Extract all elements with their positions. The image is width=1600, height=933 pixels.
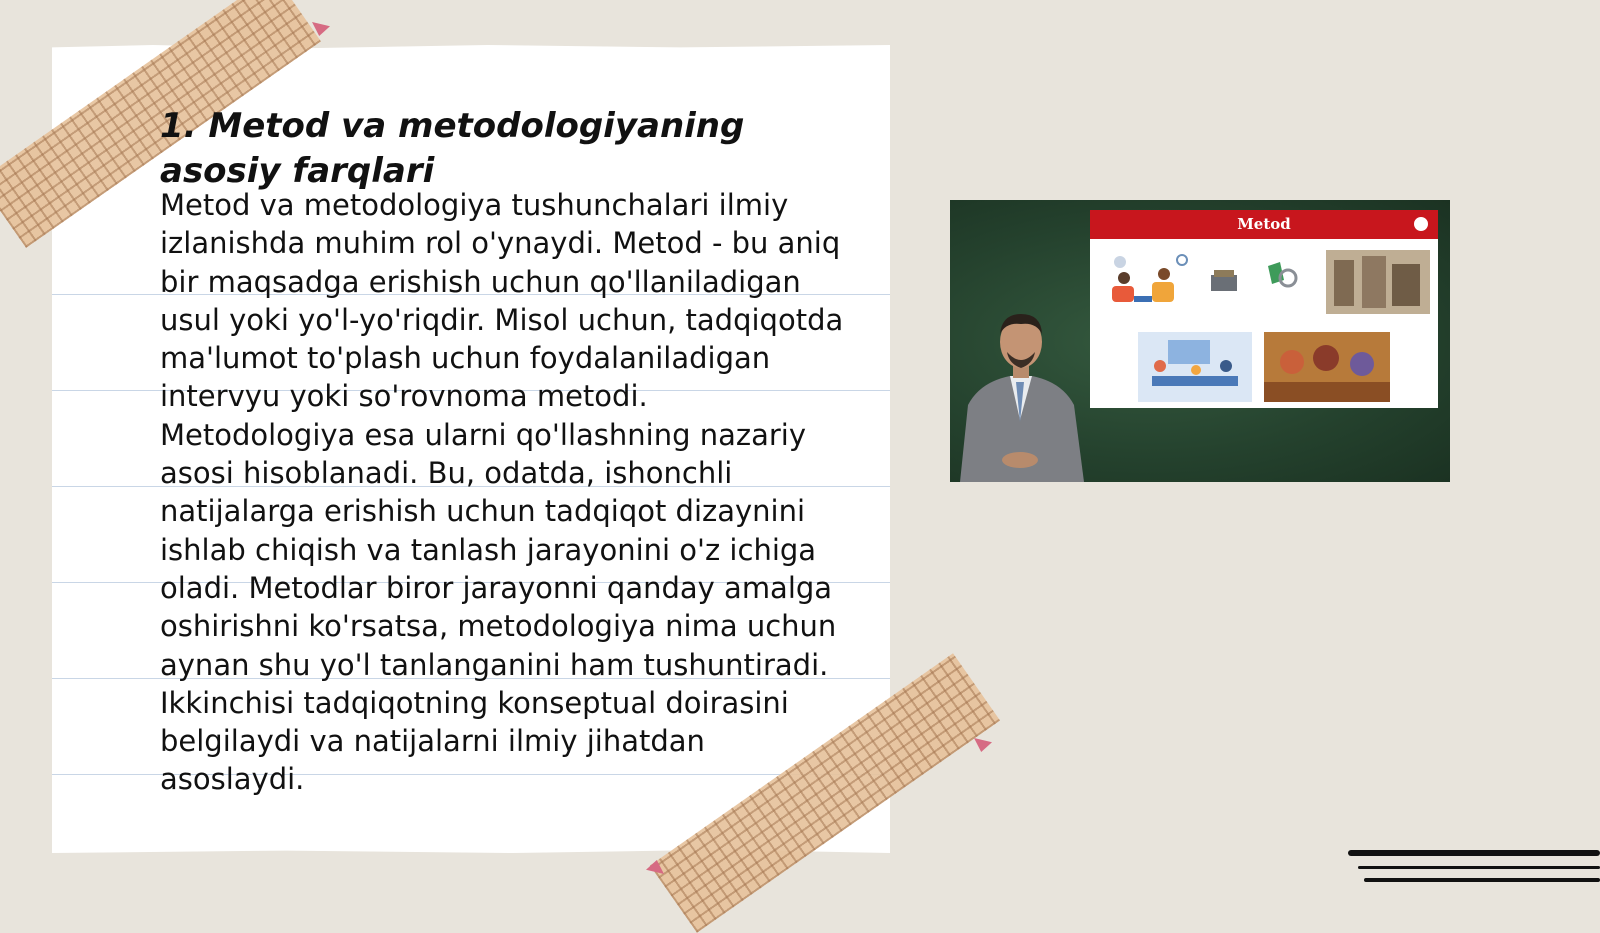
books-icon <box>1208 265 1240 295</box>
decorative-line <box>1348 850 1600 856</box>
inner-slide-title: Metod <box>1237 215 1291 233</box>
fresco-painting <box>1264 332 1390 402</box>
inner-slide-header <box>1090 210 1438 239</box>
slide-body-text: Metod va metodologiya tushunchalari ilmiy izlanishda muhim rol o'ynaydi. Metod - bu aniq bir maqsadga erishish uchun qo'llaniladigan usul yoki yo'l-yo'riqdir. Misol uchun, tadqiqotda ma'lumot to'plash uchun foydalaniladigan intervyu yoki so'rovnoma metodi. Metodologiya esa ularni qo'llashning nazariy asosi hisoblanadi. Bu, odatda, ishonchli natijalarga erishish uchun tadqiqot dizaynini ishlab chiqish va tanlash jarayonini o'z ichiga oladi. Metodlar biror jarayonni qanday amalga oshirishni ko'rsatsa, metodologiya nima uchun aynan shu yo'l tanlanganini ham tushuntiradi. Ikkinchisi tadqiqotning konseptual doirasini belgilaydi va natijalarni ilmiy jihatdan asoslaydi. <box>160 188 844 797</box>
university-logo-icon <box>1412 215 1430 233</box>
tape-end-mark <box>974 738 992 752</box>
decorative-line <box>1364 878 1600 882</box>
presenter-figure <box>950 310 1090 482</box>
historical-painting <box>1326 250 1430 314</box>
interview-illustration <box>1104 252 1194 310</box>
slide-title: 1. Metod va metodologiyaning asosiy farqlari <box>160 106 745 191</box>
inner-slide <box>1090 210 1438 408</box>
video-thumbnail[interactable] <box>950 200 1450 482</box>
research-team-illustration <box>1138 332 1252 402</box>
magnifier-icon <box>1264 258 1300 292</box>
decorative-line <box>1358 866 1600 869</box>
